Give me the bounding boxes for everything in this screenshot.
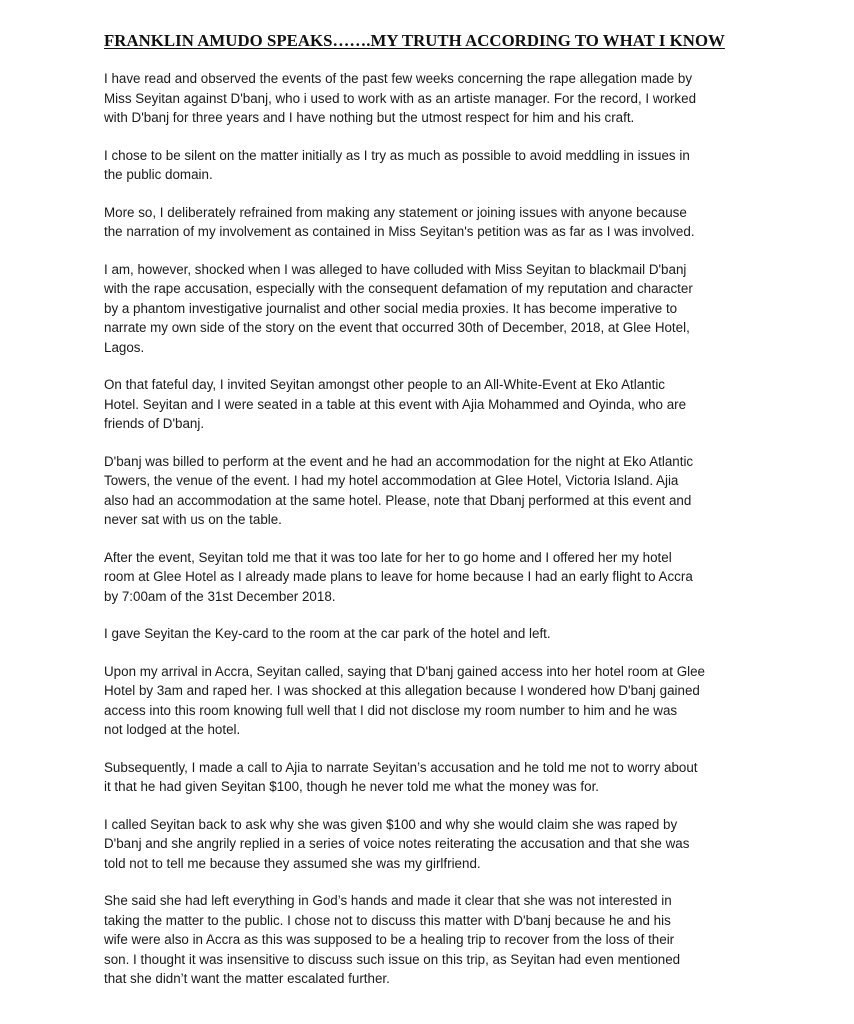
paragraph-line: After the event, Seyitan told me that it was too late for her to go home and I offered her my hotel — [104, 549, 672, 565]
paragraph-line: Towers, the venue of the event. I had my hotel accommodation at Glee Hotel, Victoria Island. Ajia — [104, 473, 679, 488]
paragraph-line: friends of D'banj. — [104, 416, 205, 431]
paragraph-line: I gave Seyitan the Key-card to the room at the car park of the hotel and left. — [104, 626, 551, 641]
paragraph-line: room at Glee Hotel as I already made plans to leave for home because I had an early flight to Accra — [104, 569, 693, 584]
paragraph — [104, 662, 754, 740]
paragraph-line: by 7:00am of the 31st December 2018. — [104, 588, 336, 604]
paragraph-line: by a phantom investigative journalist and other social media proxies. It has become imperative to — [104, 300, 678, 316]
paragraph — [104, 375, 754, 434]
paragraph-line: Subsequently, I made a call to Ajia to narrate Seyitan’s accusation and he told me not to worry about — [104, 759, 698, 775]
paragraph-line: More so, I deliberately refrained from making any statement or joining issues with anyone because — [104, 204, 687, 220]
paragraph-line: that she didn’t want the matter escalated further. — [104, 971, 390, 986]
paragraph — [104, 624, 754, 644]
document-body — [104, 69, 754, 989]
paragraph-line: it that he had given Seyitan $100, though he never told me what the money was for. — [104, 779, 600, 794]
paragraph — [104, 260, 754, 358]
paragraph-line: narrate my own side of the story on the event that occurred 30th of December, 2018, at Glee Hotel, — [104, 320, 690, 335]
paragraph — [104, 891, 754, 989]
paragraph-line: D'banj and she angrily replied in a series of voice notes reiterating the accusation and that she was — [104, 836, 690, 851]
paragraph-line: On that fateful day, I invited Seyitan amongst other people to an All-White-Event at Eko Atlantic — [104, 377, 665, 392]
paragraph-line: Upon my arrival in Accra, Seyitan called, saying that D'banj gained access into her hotel room at Glee — [104, 663, 705, 679]
paragraph-line: Hotel. Seyitan and I were seated in a table at this event with Ajia Mohammed and Oyinda, who are — [104, 396, 687, 412]
paragraph-line: D'banj was billed to perform at the event and he had an accommodation for the night at Eko Atlantic — [104, 453, 694, 469]
paragraph-line: with D'banj for three years and I have nothing but the utmost respect for him and his craft. — [104, 110, 635, 125]
paragraph — [104, 548, 754, 607]
paragraph-line: taking the matter to the public. I chose not to discuss this matter with D'banj because he and his — [104, 912, 671, 928]
paragraph-line: access into this room knowing full well that I did not disclose my room number to him and he was — [104, 702, 678, 718]
paragraph — [104, 452, 754, 530]
paragraph-line: I have read and observed the events of the past few weeks concerning the rape allegation made by — [104, 71, 693, 86]
paragraph-line: told not to tell me because they assumed she was my girlfriend. — [104, 855, 481, 871]
paragraph — [104, 815, 754, 874]
paragraph-line: never sat with us on the table. — [104, 512, 282, 527]
paragraph-line: son. I thought it was insensitive to discuss such issue on this trip, as Seyitan had even mentioned — [104, 951, 681, 967]
paragraph — [104, 69, 754, 128]
paragraph-line: not lodged at the hotel. — [104, 722, 241, 737]
paragraph-line: Miss Seyitan against D'banj, who i used to work with as an artiste manager. For the record, I worked — [104, 90, 697, 106]
paragraph-line: I called Seyitan back to ask why she was given $100 and why she would claim she was raped by — [104, 816, 678, 832]
paragraph — [104, 203, 754, 242]
paragraph-line: I am, however, shocked when I was alleged to have colluded with Miss Seyitan to blackmail D'banj — [104, 261, 687, 277]
document-title: FRANKLIN AMUDO SPEAKS…….MY TRUTH ACCORDING TO WHAT I KNOW — [104, 31, 725, 50]
paragraph — [104, 758, 754, 797]
paragraph-line: Lagos. — [104, 339, 145, 355]
paragraph-line: She said she had left everything in God’s hands and made it clear that she was not interested in — [104, 893, 672, 908]
paragraph-line: with the rape accusation, especially with the consequent defamation of my reputation and character — [104, 281, 693, 296]
paragraph-line: I chose to be silent on the matter initially as I try as much as possible to avoid meddling in issues in — [104, 147, 690, 163]
paragraph-line: Hotel by 3am and raped her. I was shocked at this allegation because I wondered how D'banj gained — [104, 683, 700, 698]
paragraph-line: the narration of my involvement as contained in Miss Seyitan's petition was as far as I was involved. — [104, 224, 695, 239]
paragraph-line: the public domain. — [104, 167, 213, 182]
paragraph-line: wife were also in Accra as this was supposed to be a healing trip to recover from the loss of their — [104, 932, 675, 947]
paragraph-line: also had an accommodation at the same hotel. Please, note that Dbanj performed at this event and — [104, 492, 692, 508]
paragraph — [104, 146, 754, 185]
